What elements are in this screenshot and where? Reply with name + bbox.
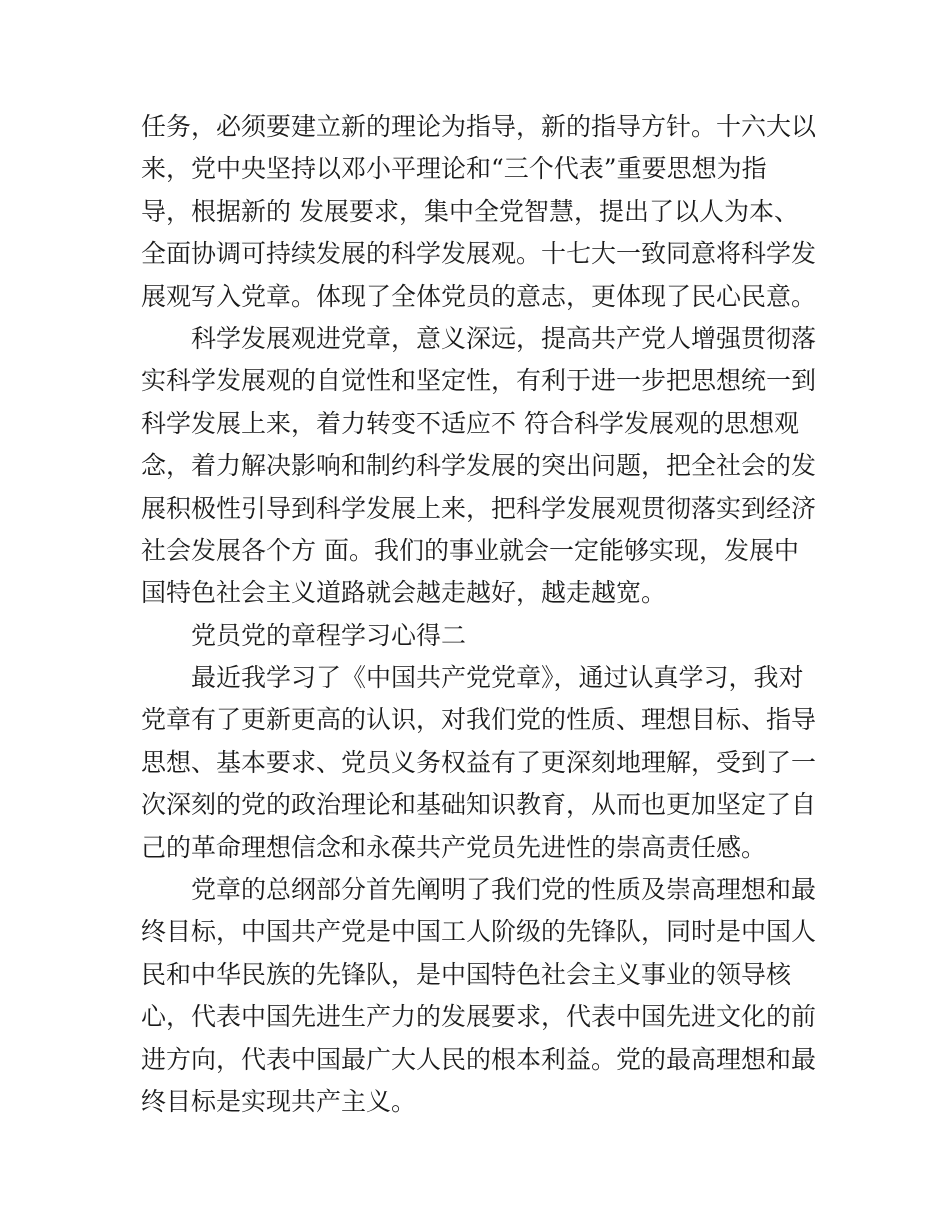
- text-line: 科学发展上来，着力转变不适应不 符合科学发展观的思想观: [141, 408, 799, 438]
- text-line: 进方向，代表中国最广大人民的根本利益。党的最高理想和最: [141, 1044, 817, 1074]
- text-line: 次深刻的党的政治理论和基础知识教育，从而也更加坚定了自: [141, 790, 817, 820]
- text-line: 展积极性引导到科学发展上来，把科学发展观贯彻落实到经济: [141, 493, 817, 523]
- text-line: 党章有了更新更高的认识，对我们党的性质、理想目标、指导: [141, 705, 817, 735]
- text-line: 来，党中央坚持以邓小平理论和“三个代表”重要思想为指: [141, 154, 767, 184]
- text-line: 展观写入党章。体现了全体党员的意志，更体现了民心民意。: [141, 281, 817, 311]
- text-line: 心，代表中国先进生产力的发展要求，代表中国先进文化的前: [141, 1002, 817, 1032]
- text-line: 念，着力解决影响和制约科学发展的突出问题，把全社会的发: [141, 451, 817, 481]
- text-line: 实科学发展观的自觉性和坚定性，有利于进一步把思想统一到: [141, 366, 817, 396]
- text-line: 终目标，中国共产党是中国工人阶级的先锋队，同时是中国人: [141, 917, 817, 947]
- text-line: 社会发展各个方 面。我们的事业就会一定能够实现，发展中: [141, 535, 799, 565]
- paragraph-first-line: 最近我学习了《中国共产党党章》，通过认真学习，我对: [191, 663, 804, 693]
- text-line: 终目标是实现共产主义。: [141, 1086, 417, 1116]
- text-line: 思想、基本要求、党员义务权益有了更深刻地理解，受到了一: [141, 747, 817, 777]
- text-line: 全面协调可持续发展的科学发展观。十七大一致同意将科学发: [141, 239, 817, 269]
- paragraph-first-line: 党员党的章程学习心得二: [191, 620, 467, 650]
- text-line: 己的革命理想信念和永葆共产党员先进性的崇高责任感。: [141, 832, 767, 862]
- document-body: [141, 106, 817, 1123]
- paragraph-first-line: 党章的总纲部分首先阐明了我们党的性质及崇高理想和最: [191, 875, 817, 905]
- text-line: 民和中华民族的先锋队，是中国特色社会主义事业的领导核: [141, 959, 792, 989]
- paragraph-first-line: 科学发展观进党章，意义深远，提高共产党人增强贯彻落: [191, 323, 817, 353]
- text-line: 导，根据新的 发展要求，集中全党智慧，提出了以人为本、: [141, 196, 799, 226]
- text-line: 国特色社会主义道路就会越走越好，越走越宽。: [141, 578, 667, 608]
- text-line: 任务，必须要建立新的理论为指导，新的指导方针。十六大以: [141, 112, 817, 141]
